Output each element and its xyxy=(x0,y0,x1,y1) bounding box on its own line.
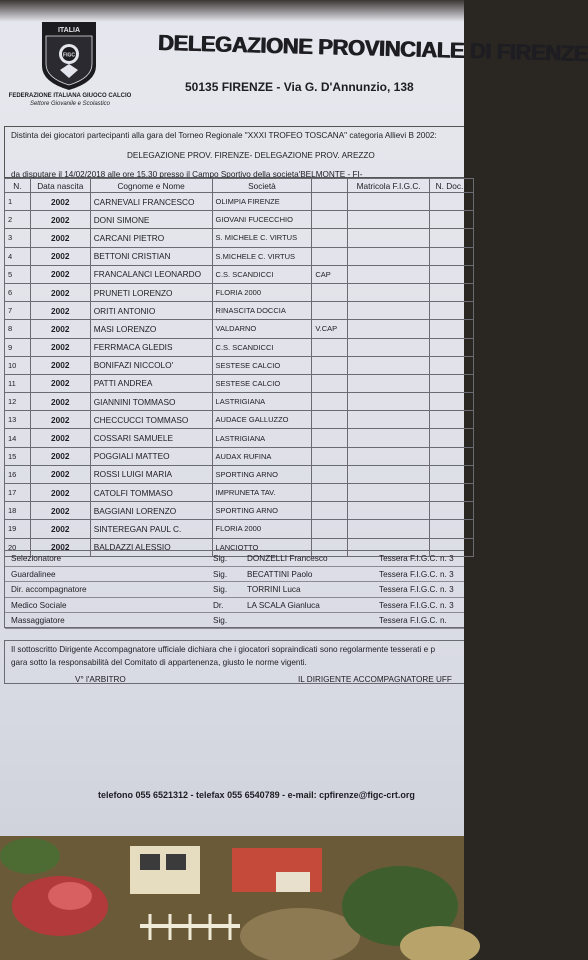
row-figc-number xyxy=(348,247,430,265)
referee-signature-label: V° l'ARBITRO xyxy=(75,675,126,684)
row-player-name: MASI LORENZO xyxy=(90,320,212,338)
row-doc-number xyxy=(430,393,474,411)
match-info-box xyxy=(4,126,464,178)
row-doc-number xyxy=(430,302,474,320)
federation-sector: Settore Giovanile e Scolastico xyxy=(29,101,111,107)
row-doc-number xyxy=(430,447,474,465)
row-club: AUDACE GALLUZZO xyxy=(212,411,312,429)
table-header-row xyxy=(5,179,474,193)
row-number: 7 xyxy=(5,302,31,320)
row-player-name: BALDAZZI ALESSIO xyxy=(90,538,212,556)
table-row xyxy=(5,520,474,538)
document-title: DELEGAZIONE PROVINCIALE DI FIRENZE xyxy=(157,30,588,67)
row-figc-number xyxy=(348,338,430,356)
row-figc-number xyxy=(348,265,430,283)
table-row xyxy=(5,393,474,411)
figc-shield-logo xyxy=(40,20,98,92)
row-club: LANCIOTTO xyxy=(212,538,312,556)
row-birth-year: 2002 xyxy=(30,283,90,301)
row-birth-year: 2002 xyxy=(30,229,90,247)
row-role xyxy=(312,211,348,229)
row-number: 14 xyxy=(5,429,31,447)
row-figc-number xyxy=(348,229,430,247)
row-birth-year: 2002 xyxy=(30,374,90,392)
row-club: SESTESE CALCIO xyxy=(212,356,312,374)
staff-name: TORRINI Luca xyxy=(247,585,301,595)
row-birth-year: 2002 xyxy=(30,484,90,502)
row-club: VALDARNO xyxy=(212,320,312,338)
staff-role: Massaggiatore xyxy=(11,616,65,626)
header-name: Cognome e Nome xyxy=(90,179,212,193)
row-birth-year: 2002 xyxy=(30,265,90,283)
row-birth-year: 2002 xyxy=(30,465,90,483)
row-birth-year: 2002 xyxy=(30,502,90,520)
table-row xyxy=(5,338,474,356)
row-figc-number xyxy=(348,520,430,538)
row-figc-number xyxy=(348,211,430,229)
top-shadow xyxy=(0,0,464,22)
row-club: IMPRUNETA TAV. xyxy=(212,484,312,502)
table-row xyxy=(5,374,474,392)
intro-line-3: da disputare il 14/02/2018 alle ore 15.30 presso il Campo Sportivo della societa'BELMONTE - FI- xyxy=(11,170,363,179)
row-player-name: PRUNETI LORENZO xyxy=(90,283,212,301)
row-player-name: CARCANI PIETRO xyxy=(90,229,212,247)
declaration-box xyxy=(4,640,464,684)
row-birth-year: 2002 xyxy=(30,193,90,211)
players-table xyxy=(4,178,474,557)
row-role xyxy=(312,374,348,392)
floral-pattern xyxy=(0,836,464,960)
row-club: C.S. SCANDICCI xyxy=(212,265,312,283)
staff-title: Sig. xyxy=(213,585,228,595)
row-doc-number xyxy=(430,229,474,247)
table-row xyxy=(5,484,474,502)
row-doc-number xyxy=(430,502,474,520)
row-club: SPORTING ARNO xyxy=(212,502,312,520)
row-player-name: ROSSI LUIGI MARIA xyxy=(90,465,212,483)
staff-role: Dir. accompagnatore xyxy=(11,585,87,595)
row-club: SESTESE CALCIO xyxy=(212,374,312,392)
row-doc-number xyxy=(430,338,474,356)
row-number: 10 xyxy=(5,356,31,374)
row-role xyxy=(312,283,348,301)
row-role: CAP xyxy=(312,265,348,283)
row-doc-number xyxy=(430,356,474,374)
staff-role: Medico Sociale xyxy=(11,600,67,610)
row-number: 20 xyxy=(5,538,31,556)
row-number: 18 xyxy=(5,502,31,520)
row-figc-number xyxy=(348,374,430,392)
header-club: Società xyxy=(212,179,312,193)
row-birth-year: 2002 xyxy=(30,447,90,465)
row-club: SPORTING ARNO xyxy=(212,465,312,483)
table-row xyxy=(5,320,474,338)
declaration-line-1: Il sottoscritto Dirigente Accompagnatore ufficiale dichiara che i giocatori sopraindicati sono regolarmente tesserati e p xyxy=(11,645,436,654)
row-birth-year: 2002 xyxy=(30,411,90,429)
header-role xyxy=(312,179,348,193)
row-doc-number xyxy=(430,193,474,211)
row-role xyxy=(312,429,348,447)
row-player-name: CATOLFI TOMMASO xyxy=(90,484,212,502)
table-row xyxy=(5,193,474,211)
table-row xyxy=(5,265,474,283)
row-birth-year: 2002 xyxy=(30,356,90,374)
row-number: 13 xyxy=(5,411,31,429)
row-figc-number xyxy=(348,447,430,465)
row-role xyxy=(312,338,348,356)
staff-card: Tessera F.I.G.C. n. 3 xyxy=(379,569,454,579)
staff-row xyxy=(5,582,464,598)
row-figc-number xyxy=(348,393,430,411)
row-birth-year: 2002 xyxy=(30,338,90,356)
row-role xyxy=(312,356,348,374)
table-row xyxy=(5,356,474,374)
row-club: S. MICHELE C. VIRTUS xyxy=(212,229,312,247)
row-number: 3 xyxy=(5,229,31,247)
row-role xyxy=(312,447,348,465)
row-player-name: COSSARI SAMUELE xyxy=(90,429,212,447)
row-birth-year: 2002 xyxy=(30,302,90,320)
row-player-name: FERRMACA GLEDIS xyxy=(90,338,212,356)
staff-row xyxy=(5,598,464,614)
row-club: OLIMPIA FIRENZE xyxy=(212,193,312,211)
row-figc-number xyxy=(348,320,430,338)
staff-title: Sig. xyxy=(213,554,228,563)
table-row xyxy=(5,302,474,320)
header-figc-number: Matricola F.I.G.C. xyxy=(348,179,430,193)
row-number: 17 xyxy=(5,484,31,502)
staff-card: Tessera F.I.G.C. n. xyxy=(379,616,447,626)
players-table-body xyxy=(5,193,474,557)
row-doc-number xyxy=(430,320,474,338)
row-doc-number xyxy=(430,520,474,538)
table-row xyxy=(5,429,474,447)
row-figc-number xyxy=(348,411,430,429)
header-birth-date: Data nascita xyxy=(30,179,90,193)
row-figc-number xyxy=(348,465,430,483)
row-role xyxy=(312,502,348,520)
table-row xyxy=(5,247,474,265)
staff-title: Sig. xyxy=(213,616,228,626)
header-number: N. xyxy=(5,179,31,193)
staff-card: Tessera F.I.G.C. n. 3 xyxy=(379,585,454,595)
row-club: AUDAX RUFINA xyxy=(212,447,312,465)
declaration-line-2: gara sotto la responsabilità del Comitato di appartenenza, giusto le norme vigenti. xyxy=(11,658,307,667)
staff-title: Sig. xyxy=(213,569,228,579)
staff-row xyxy=(5,613,464,629)
row-number: 2 xyxy=(5,211,31,229)
row-number: 8 xyxy=(5,320,31,338)
row-player-name: FRANCALANCI LEONARDO xyxy=(90,265,212,283)
row-club: C.S. SCANDICCI xyxy=(212,338,312,356)
fabric-background xyxy=(0,836,464,960)
row-figc-number xyxy=(348,356,430,374)
row-player-name: BETTONI CRISTIAN xyxy=(90,247,212,265)
staff-card: Tessera F.I.G.C. n. 3 xyxy=(379,600,454,610)
row-birth-year: 2002 xyxy=(30,520,90,538)
row-player-name: PATTI ANDREA xyxy=(90,374,212,392)
row-player-name: CARNEVALI FRANCESCO xyxy=(90,193,212,211)
row-player-name: POGGIALI MATTEO xyxy=(90,447,212,465)
row-role xyxy=(312,393,348,411)
row-doc-number xyxy=(430,484,474,502)
row-figc-number xyxy=(348,429,430,447)
row-club: S.MICHELE C. VIRTUS xyxy=(212,247,312,265)
row-number: 15 xyxy=(5,447,31,465)
row-role xyxy=(312,520,348,538)
row-player-name: DONI SIMONE xyxy=(90,211,212,229)
staff-name: LA SCALA Gianluca xyxy=(247,600,320,610)
row-doc-number xyxy=(430,374,474,392)
staff-row xyxy=(5,551,464,567)
row-club: FLORIA 2000 xyxy=(212,283,312,301)
staff-name: DONZELLI Francesco xyxy=(247,554,328,563)
row-number: 9 xyxy=(5,338,31,356)
logo-caption: ITALIA xyxy=(57,27,81,34)
row-doc-number xyxy=(430,265,474,283)
row-club: FLORIA 2000 xyxy=(212,520,312,538)
row-birth-year: 2002 xyxy=(30,393,90,411)
staff-name: BECATTINI Paolo xyxy=(247,569,313,579)
table-row xyxy=(5,447,474,465)
table-row xyxy=(5,411,474,429)
table-row xyxy=(5,502,474,520)
row-figc-number xyxy=(348,484,430,502)
row-number: 4 xyxy=(5,247,31,265)
intro-line-1: Distinta dei giocatori partecipanti alla gara del Torneo Regionale "XXXI TROFEO TOSCANA" categoria Allievi B 2002: xyxy=(11,131,437,140)
row-number: 12 xyxy=(5,393,31,411)
row-club: LASTRIGIANA xyxy=(212,393,312,411)
row-player-name: BONIFAZI NICCOLO' xyxy=(90,356,212,374)
logo-mark: FIGC xyxy=(63,52,75,59)
row-birth-year: 2002 xyxy=(30,247,90,265)
row-player-name: GIANNINI TOMMASO xyxy=(90,393,212,411)
row-club: RINASCITA DOCCIA xyxy=(212,302,312,320)
table-row xyxy=(5,283,474,301)
staff-box xyxy=(4,550,464,628)
row-figc-number xyxy=(348,302,430,320)
header-doc-number: N. Doc. i xyxy=(430,179,474,193)
staff-card: Tessera F.I.G.C. n. 3 xyxy=(379,554,454,563)
row-birth-year: 2002 xyxy=(30,429,90,447)
row-number: 1 xyxy=(5,193,31,211)
table-row xyxy=(5,229,474,247)
row-role xyxy=(312,411,348,429)
federation-caption xyxy=(6,92,134,108)
row-birth-year: 2002 xyxy=(30,538,90,556)
row-number: 6 xyxy=(5,283,31,301)
row-birth-year: 2002 xyxy=(30,211,90,229)
row-number: 11 xyxy=(5,374,31,392)
row-role xyxy=(312,229,348,247)
row-club: GIOVANI FUCECCHIO xyxy=(212,211,312,229)
row-role xyxy=(312,193,348,211)
table-row xyxy=(5,211,474,229)
row-number: 5 xyxy=(5,265,31,283)
staff-title: Dr. xyxy=(213,600,224,610)
intro-line-2: DELEGAZIONE PROV. FIRENZE- DELEGAZIONE PROV. AREZZO xyxy=(127,151,375,160)
federation-name: FEDERAZIONE ITALIANA GIUOCO CALCIO xyxy=(8,93,132,99)
row-doc-number xyxy=(430,247,474,265)
row-player-name: SINTEREGAN PAUL C. xyxy=(90,520,212,538)
row-doc-number xyxy=(430,465,474,483)
row-role xyxy=(312,302,348,320)
row-role: V.CAP xyxy=(312,320,348,338)
row-doc-number xyxy=(430,211,474,229)
staff-role: Selezionatore xyxy=(11,554,62,563)
row-figc-number xyxy=(348,193,430,211)
table-row xyxy=(5,465,474,483)
row-number: 19 xyxy=(5,520,31,538)
row-doc-number xyxy=(430,429,474,447)
row-doc-number xyxy=(430,283,474,301)
row-role xyxy=(312,484,348,502)
row-club: LASTRIGIANA xyxy=(212,429,312,447)
manager-signature-label: IL DIRIGENTE ACCOMPAGNATORE UFF xyxy=(298,675,452,684)
row-player-name: CHECCUCCI TOMMASO xyxy=(90,411,212,429)
row-role xyxy=(312,465,348,483)
office-address: 50135 FIRENZE - Via G. D'Annunzio, 138 xyxy=(185,80,414,94)
row-player-name: ORITI ANTONIO xyxy=(90,302,212,320)
row-birth-year: 2002 xyxy=(30,320,90,338)
row-player-name: BAGGIANI LORENZO xyxy=(90,502,212,520)
row-number: 16 xyxy=(5,465,31,483)
row-role xyxy=(312,247,348,265)
staff-role: Guardalinee xyxy=(11,569,56,579)
row-figc-number xyxy=(348,502,430,520)
staff-row xyxy=(5,567,464,583)
row-figc-number xyxy=(348,283,430,301)
row-doc-number xyxy=(430,411,474,429)
footer-contacts: telefono 055 6521312 - telefax 055 6540789 - e-mail: cpfirenze@figc-crt.org xyxy=(98,790,415,800)
